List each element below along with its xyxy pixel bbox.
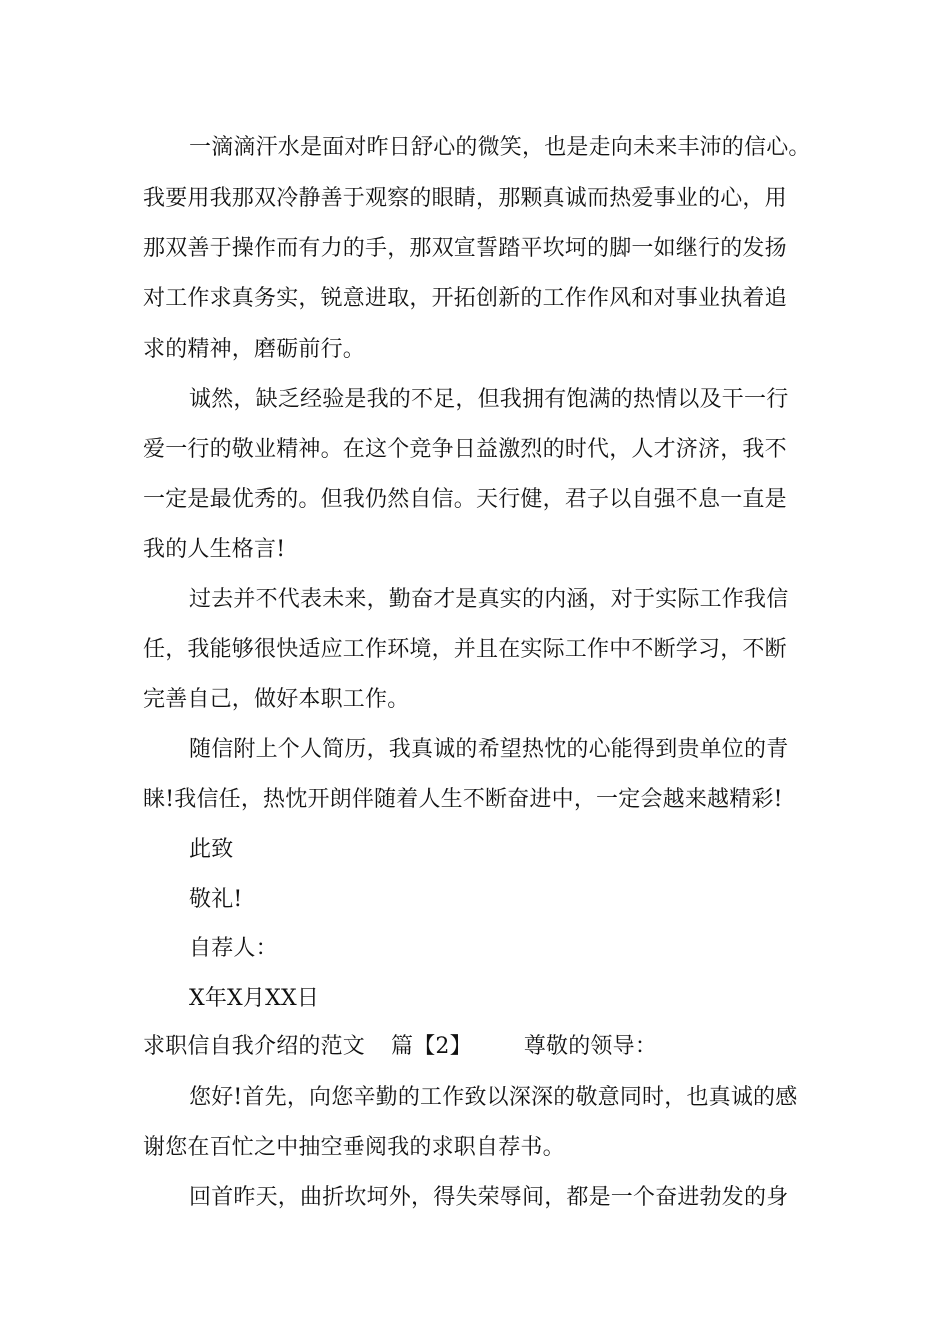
- closing-regards: 敬礼!: [189, 887, 243, 912]
- section-2-paragraph-2-line-1: 回首昨天，曲折坎坷外，得失荣辱间，都是一个奋进勃发的身: [189, 1185, 789, 1210]
- section-2-number: 篇【2】: [391, 1034, 472, 1059]
- section-2-paragraph-1-line-1: 您好!首先，向您辛勤的工作致以深深的敬意同时，也真诚的感: [189, 1085, 798, 1110]
- paragraph-3-line-3: 完善自己，做好本职工作。: [143, 687, 410, 712]
- paragraph-2-line-3: 一定是最优秀的。但我仍然自信。天行健，君子以自强不息一直是: [143, 487, 787, 512]
- paragraph-1-line-4: 对工作求真务实，锐意进取，开拓创新的工作作风和对事业执着追: [143, 286, 787, 311]
- paragraph-1-line-2: 我要用我那双冷静善于观察的眼睛，那颗真诚而热爱事业的心，用: [143, 186, 787, 211]
- paragraph-1-line-1: 一滴滴汗水是面对昨日舒心的微笑，也是走向未来丰沛的信心。: [189, 135, 811, 160]
- section-2-paragraph-1-line-2: 谢您在百忙之中抽空垂阅我的求职自荐书。: [143, 1135, 565, 1160]
- section-2-heading: [143, 1032, 657, 1062]
- paragraph-4-line-1: 随信附上个人简历，我真诚的希望热忱的心能得到贵单位的青: [189, 737, 789, 762]
- closing-signer: 自荐人：: [189, 936, 278, 961]
- closing-salutation: 此致: [189, 837, 234, 862]
- paragraph-1-line-3: 那双善于操作而有力的手，那双宣誓踏平坎坷的脚一如继行的发扬: [143, 236, 787, 261]
- paragraph-2-line-2: 爱一行的敬业精神。在这个竞争日益激烈的时代，人才济济，我不: [143, 437, 787, 462]
- section-2-title: 求职信自我介绍的范文: [143, 1034, 366, 1059]
- paragraph-2-line-4: 我的人生格言!: [143, 537, 286, 562]
- closing-date: X年X月XX日: [189, 986, 320, 1011]
- paragraph-3-line-2: 任，我能够很快适应工作环境，并且在实际工作中不断学习，不断: [143, 637, 787, 662]
- paragraph-1-line-5: 求的精神，磨砺前行。: [143, 337, 366, 362]
- section-2-greeting: 尊敬的领导：: [523, 1034, 658, 1059]
- paragraph-2-line-1: 诚然，缺乏经验是我的不足，但我拥有饱满的热情以及干一行: [189, 387, 789, 412]
- paragraph-4-line-2: 睐!我信任，热忱开朗伴随着人生不断奋进中，一定会越来越精彩!: [143, 787, 783, 812]
- paragraph-3-line-1: 过去并不代表未来，勤奋才是真实的内涵，对于实际工作我信: [189, 587, 789, 612]
